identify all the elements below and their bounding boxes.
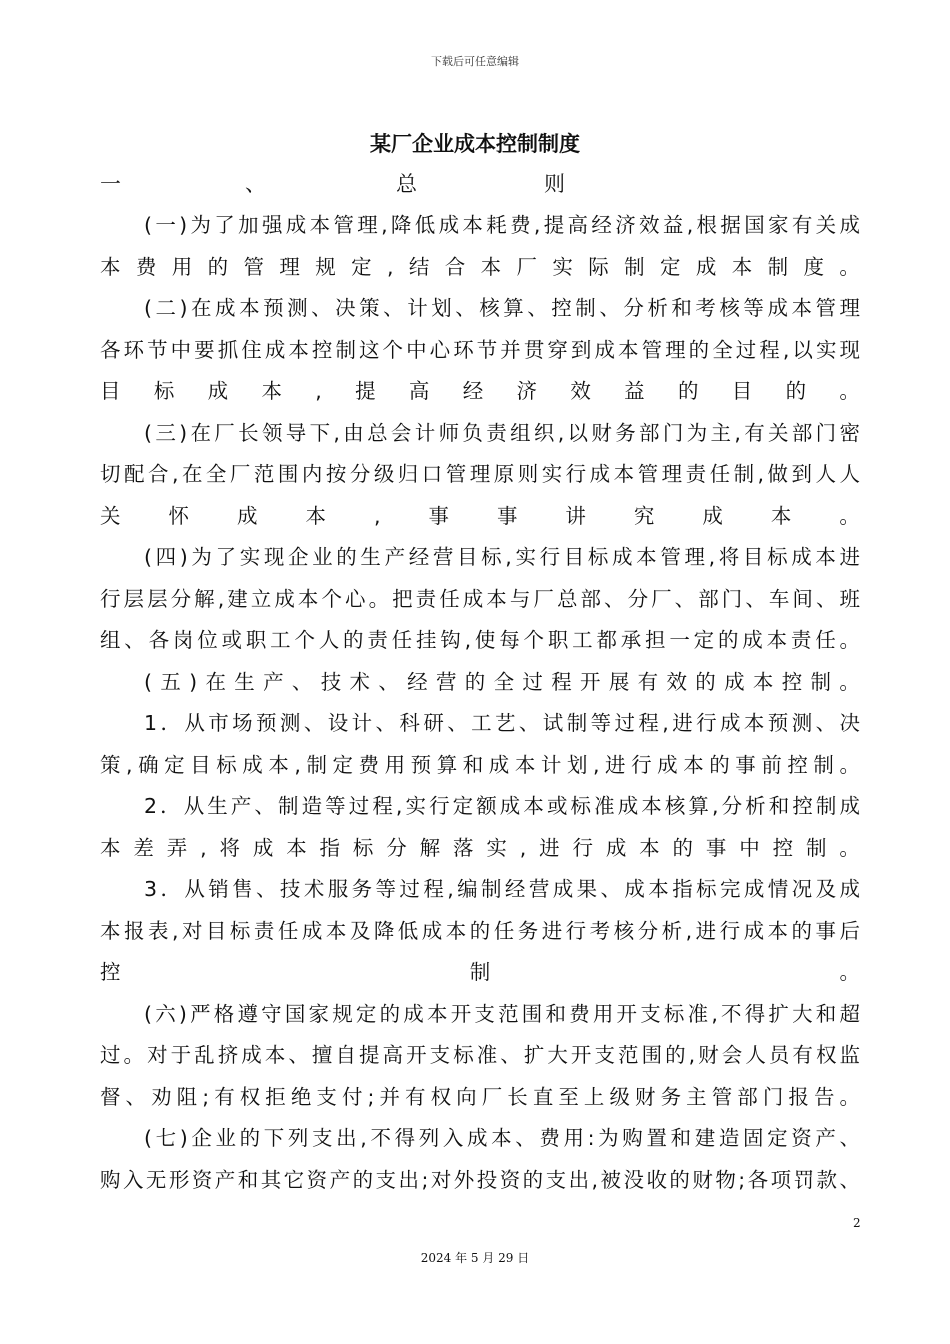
- text-line: 本 差 弄 , 将 成 本 指 标 分 解 落 实 , 进 行 成 本 的 事 中 控 制 。: [100, 835, 860, 860]
- text-line: ( 五 ) 在 生 产 、 技 术 、 经 营 的 全 过 程 开 展 有 效 的 成 本 控 制 。: [144, 669, 860, 694]
- text-line: (四)为了实现企业的生产经营目标,实行目标成本管理,将目标成本进: [144, 545, 864, 569]
- text-line: (二)在成本预测、决策、计划、核算、控制、分析和考核等成本管理: [144, 296, 864, 320]
- section-number: 一: [100, 172, 121, 196]
- page-number: 2: [853, 1216, 861, 1230]
- text-line: 督、劝阻;有权拒绝支付;并有权向厂长直至上级财务主管部门报告。: [100, 1084, 866, 1109]
- body-text: [100, 205, 866, 1201]
- section-heading: [100, 168, 862, 198]
- section-separator: 、: [245, 172, 266, 196]
- footer-date: 2024 年 5 月 29 日: [420, 1251, 530, 1265]
- text-line: 各环节中要抓住成本控制这个中心环节并贯穿到成本管理的全过程,以实现: [100, 337, 864, 362]
- section-word-1: 总: [396, 172, 417, 196]
- text-line: 控 制 。: [100, 960, 860, 984]
- text-line: (六)严格遵守国家规定的成本开支范围和费用开支标准,不得扩大和超: [144, 1001, 864, 1026]
- section-word-2: 则: [544, 172, 565, 196]
- text-line: 1．从市场预测、设计、科研、工艺、试制等过程,进行成本预测、决: [144, 711, 864, 735]
- text-line: 目 标 成 本 , 提 高 经 济 效 益 的 目 的 。: [100, 379, 860, 403]
- text-line: (三)在厂长领导下,由总会计师负责组织,以财务部门为主,有关部门密: [144, 420, 864, 445]
- text-line: 关 怀 成 本 , 事 事 讲 究 成 本 。: [100, 503, 860, 528]
- text-line: 切配合,在全厂范围内按分级归口管理原则实行成本管理责任制,做到人人: [100, 462, 864, 486]
- text-line: 过。对于乱挤成本、擅自提高开支标准、扩大开支范围的,财会人员有权监: [100, 1043, 864, 1067]
- text-line: 购入无形资产和其它资产的支出;对外投资的支出,被没收的财物;各项罚款、: [100, 1167, 863, 1192]
- header-note: 下载后可任意编辑: [431, 55, 519, 68]
- text-line: 3．从销售、技术服务等过程,编制经营成果、成本指标完成情况及成: [144, 877, 864, 901]
- text-line: (一)为了加强成本管理,降低成本耗费,提高经济效益,根据国家有关成: [144, 213, 864, 237]
- text-line: 行层层分解,建立成本个心。把责任成本与厂总部、分厂、部门、车间、班: [100, 586, 864, 611]
- text-line: 2．从生产、制造等过程,实行定额成本或标准成本核算,分析和控制成: [144, 794, 864, 818]
- document-title: 某厂企业成本控制制度: [370, 132, 580, 156]
- text-line: 组、各岗位或职工个人的责任挂钩,使每个职工都承担一定的成本责任。: [100, 628, 864, 652]
- text-line: 本 费 用 的 管 理 规 定 , 结 合 本 厂 实 际 制 定 成 本 制 度 。: [100, 254, 860, 279]
- text-line: 策,确定目标成本,制定费用预算和成本计划,进行成本的事前控制。: [100, 752, 866, 777]
- text-line: 本报表,对目标责任成本及降低成本的任务进行考核分析,进行成本的事后: [100, 918, 864, 943]
- text-line: (七)企业的下列支出,不得列入成本、费用:为购置和建造固定资产、: [144, 1126, 864, 1150]
